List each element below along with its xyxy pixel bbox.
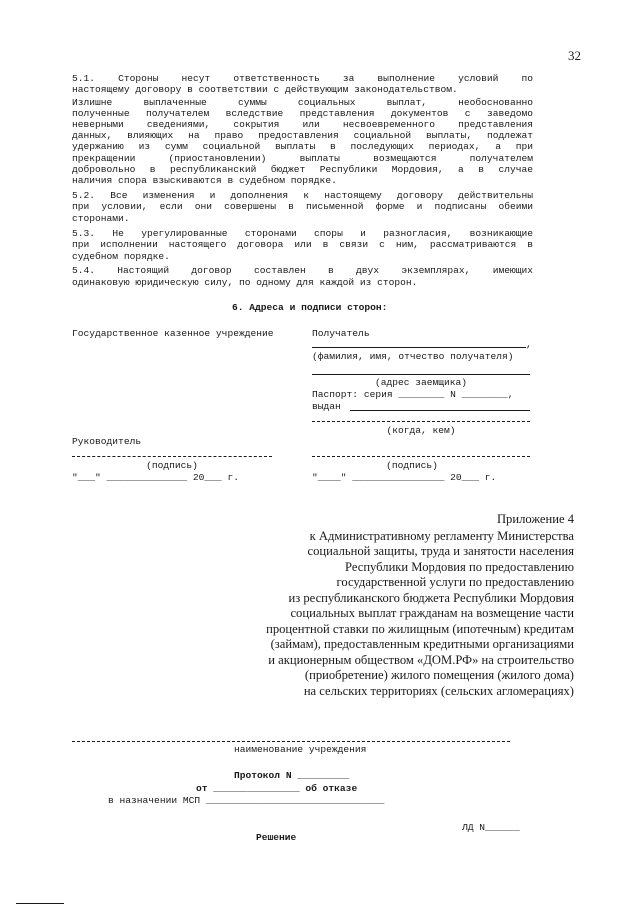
- left-org-label: Государственное казенное учреждение: [72, 328, 274, 339]
- appendix-line: и акционерным обществом «ДОМ.РФ» на строительство: [268, 652, 574, 667]
- appendix-line: на сельских территориях (сельских агломерациях): [303, 683, 574, 698]
- appendix-line: государственной услуги по предоставлению: [336, 575, 574, 589]
- recipient-name-caption: (фамилия, имя, отчество получателя): [312, 351, 514, 362]
- case-number: ЛД N______: [462, 822, 520, 833]
- paragraph-line: сторонами.: [72, 213, 130, 224]
- institution-line: [72, 741, 510, 742]
- issued-line-2: [312, 421, 530, 422]
- date-right: "____" ________________ 20___ г.: [312, 472, 497, 483]
- paragraph-line: при условии, если они совершены в письменной форме и подписаны обеими: [72, 201, 533, 212]
- issued-line: [350, 410, 530, 411]
- appendix-line: социальной защиты, труда и занятости населения: [307, 544, 574, 558]
- comma: ,: [526, 339, 532, 350]
- signature-caption-right: (подпись): [386, 460, 438, 471]
- appendix-line: Республики Мордовия по предоставлению: [344, 559, 574, 574]
- issued-label: выдан: [312, 401, 341, 412]
- institution-caption: наименование учреждения: [234, 744, 367, 755]
- protocol-assignment-line: в назначении МСП _______________________________: [108, 795, 385, 806]
- protocol-from-line: от _______________ об отказе: [196, 783, 358, 794]
- paragraph-line: прекращении (приостановлении) выплаты возмещаются получателем: [72, 153, 533, 164]
- paragraph-line: 5.4. Настоящий договор составлен в двух экземплярах, имеющих: [72, 265, 533, 276]
- appendix-line: к Административному регламенту Министерства: [309, 528, 574, 543]
- paragraph-line: добровольно в республиканский бюджет Республики Мордовия, а в случае: [72, 164, 533, 175]
- recipient-name-line: [312, 347, 526, 348]
- issued-caption: (когда, кем): [386, 425, 456, 436]
- paragraph-line: судебном порядке.: [72, 251, 170, 262]
- appendix-line: (приобретение) жилого помещения (жилого дома): [304, 668, 574, 682]
- paragraph-line: 5.2. Все изменения и дополнения к настоящему договору действительны: [72, 190, 533, 201]
- appendix-header: [214, 512, 574, 699]
- protocol-title: Протокол N _________: [234, 770, 350, 781]
- paragraph-line: неверными сведениями, сокрытия или несвоевременного представления: [72, 119, 533, 130]
- decision-heading: Решение: [256, 832, 297, 843]
- address-line: [312, 374, 530, 375]
- paragraph-line: удержанию из сумм социальной выплаты в последующих периодах, а при: [72, 141, 533, 152]
- appendix-line: процентной ставки по жилищным (ипотечным) кредитам: [266, 621, 574, 636]
- appendix-line: социальных выплат гражданам на возмещение части: [290, 606, 574, 620]
- page-number: 32: [568, 48, 581, 63]
- paragraph-line: при исполнении настоящего договора или в связи с ним, рассматриваются в: [72, 239, 533, 250]
- paragraph-line: данных, влияющих на право предоставления социальной выплаты, подлежат: [72, 130, 533, 141]
- paragraph-line: полученные получателем вследствие представления документов с заведомо: [72, 108, 533, 119]
- section-heading: 6. Адреса и подписи сторон:: [232, 302, 388, 313]
- signature-caption-left: (подпись): [146, 460, 198, 471]
- paragraph-line: настоящему договору в соответствии с действующим законодательством.: [72, 84, 458, 95]
- appendix-line: из республиканского бюджета Республики Мордовия: [288, 590, 574, 605]
- appendix-line: (займам), предоставленным кредитными организациями: [270, 637, 574, 651]
- paragraph-line: наличия спора взыскиваются в судебном порядке.: [72, 175, 337, 186]
- paragraph-line: одинаковую юридическую силу, по одному для каждой из сторон.: [72, 277, 418, 288]
- passport-line: Паспорт: серия ________ N ________,: [312, 389, 514, 400]
- signature-line-left: [72, 456, 272, 457]
- footer-mark: [16, 903, 64, 904]
- paragraph-line: 5.1. Стороны несут ответственность за выполнение условий по: [72, 73, 533, 84]
- paragraph-line: Излишне выплаченные суммы социальных выплат, необоснованно: [72, 97, 533, 108]
- signature-line-right: [312, 456, 530, 457]
- head-label: Руководитель: [72, 436, 142, 447]
- address-caption: (адрес заемщика): [374, 377, 468, 388]
- date-left: "___" ______________ 20___ г.: [72, 472, 239, 483]
- recipient-label: Получатель: [312, 328, 370, 339]
- paragraph-line: 5.3. Не урегулированные сторонами споры и разногласия, возникающие: [72, 228, 533, 239]
- appendix-title: Приложение 4: [496, 512, 574, 526]
